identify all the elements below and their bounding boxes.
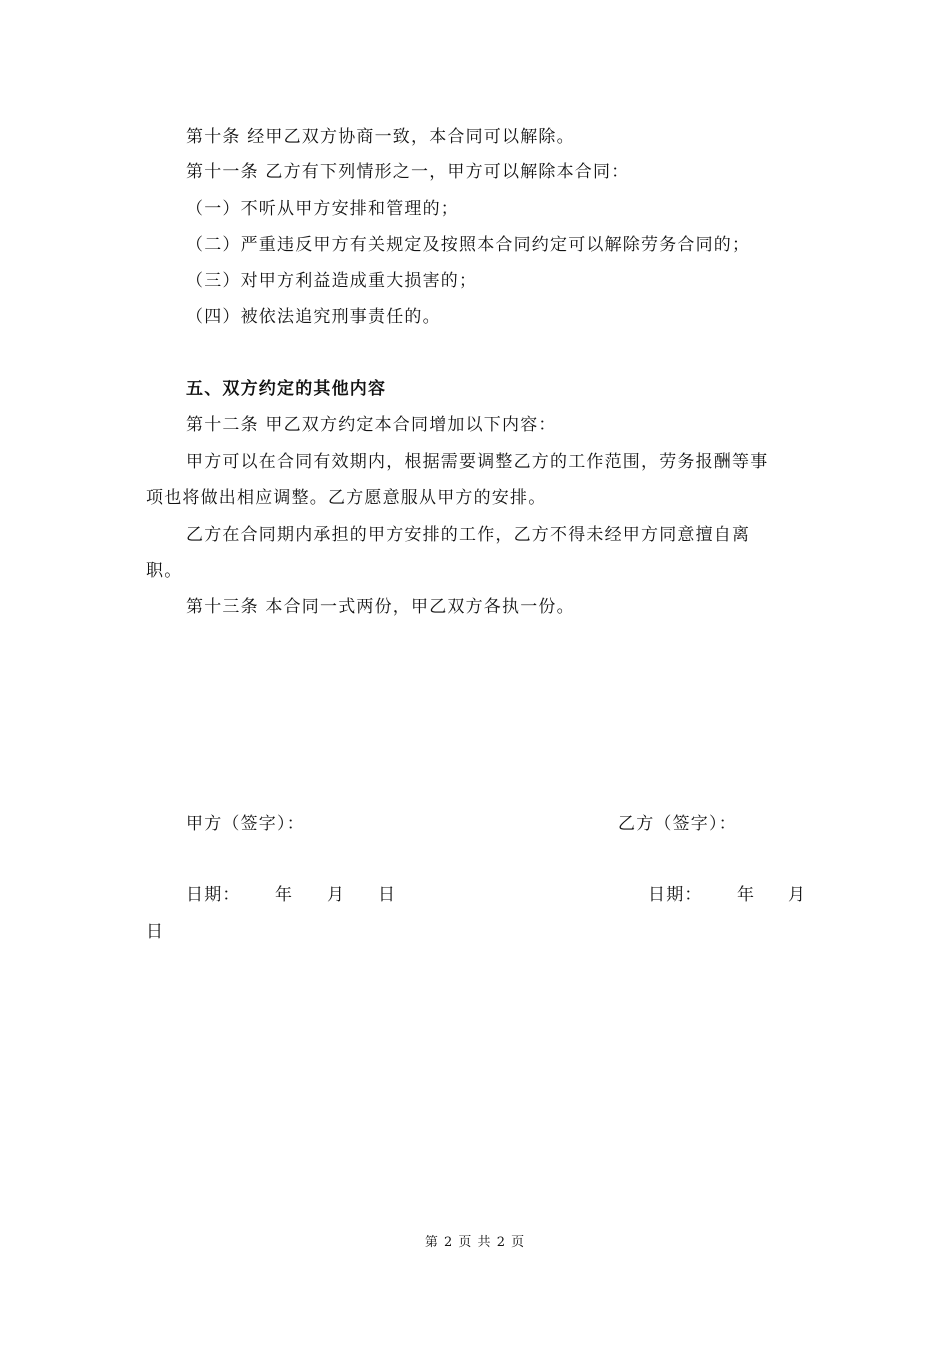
clause-12: 第十二条 甲乙双方约定本合同增加以下内容： [186,415,557,435]
paragraph-line: 甲方可以在合同有效期内，根据需要调整乙方的工作范围，劳务报酬等事 [186,452,769,472]
clause-11: 第十一条 乙方有下列情形之一，甲方可以解除本合同： [186,162,630,182]
section-heading: 五、双方约定的其他内容 [186,379,387,399]
party-a-day: 日 [378,885,397,905]
clause-10: 第十条 经甲乙双方协商一致，本合同可以解除。 [186,127,575,147]
page-number: 第 2 页 共 2 页 [424,1235,526,1250]
party-b-date-label: 日期： [648,885,703,905]
clause-11-item: （二）严重违反甲方有关规定及按照本合同约定可以解除劳务合同的； [186,235,751,255]
party-b-signature-label: 乙方（签字）： [618,814,737,834]
clause-13: 第十三条 本合同一式两份，甲乙双方各执一份。 [186,597,575,617]
clause-11-item: （三）对甲方利益造成重大损害的； [186,271,478,291]
clause-11-item: （一）不听从甲方安排和管理的； [186,199,459,219]
party-a-year: 年 [275,885,294,905]
paragraph-line: 项也将做出相应调整。乙方愿意服从甲方的安排。 [146,488,547,508]
party-b-month: 月 [788,885,807,905]
party-b-day: 日 [146,922,165,942]
party-a-signature-label: 甲方（签字）： [186,814,305,834]
clause-11-item: （四）被依法追究刑事责任的。 [186,307,441,327]
party-a-month: 月 [327,885,346,905]
party-b-year: 年 [737,885,756,905]
paragraph-line: 乙方在合同期内承担的甲方安排的工作，乙方不得未经甲方同意擅自离 [186,525,751,545]
paragraph-line: 职。 [146,561,183,581]
party-a-date-label: 日期： [186,885,241,905]
